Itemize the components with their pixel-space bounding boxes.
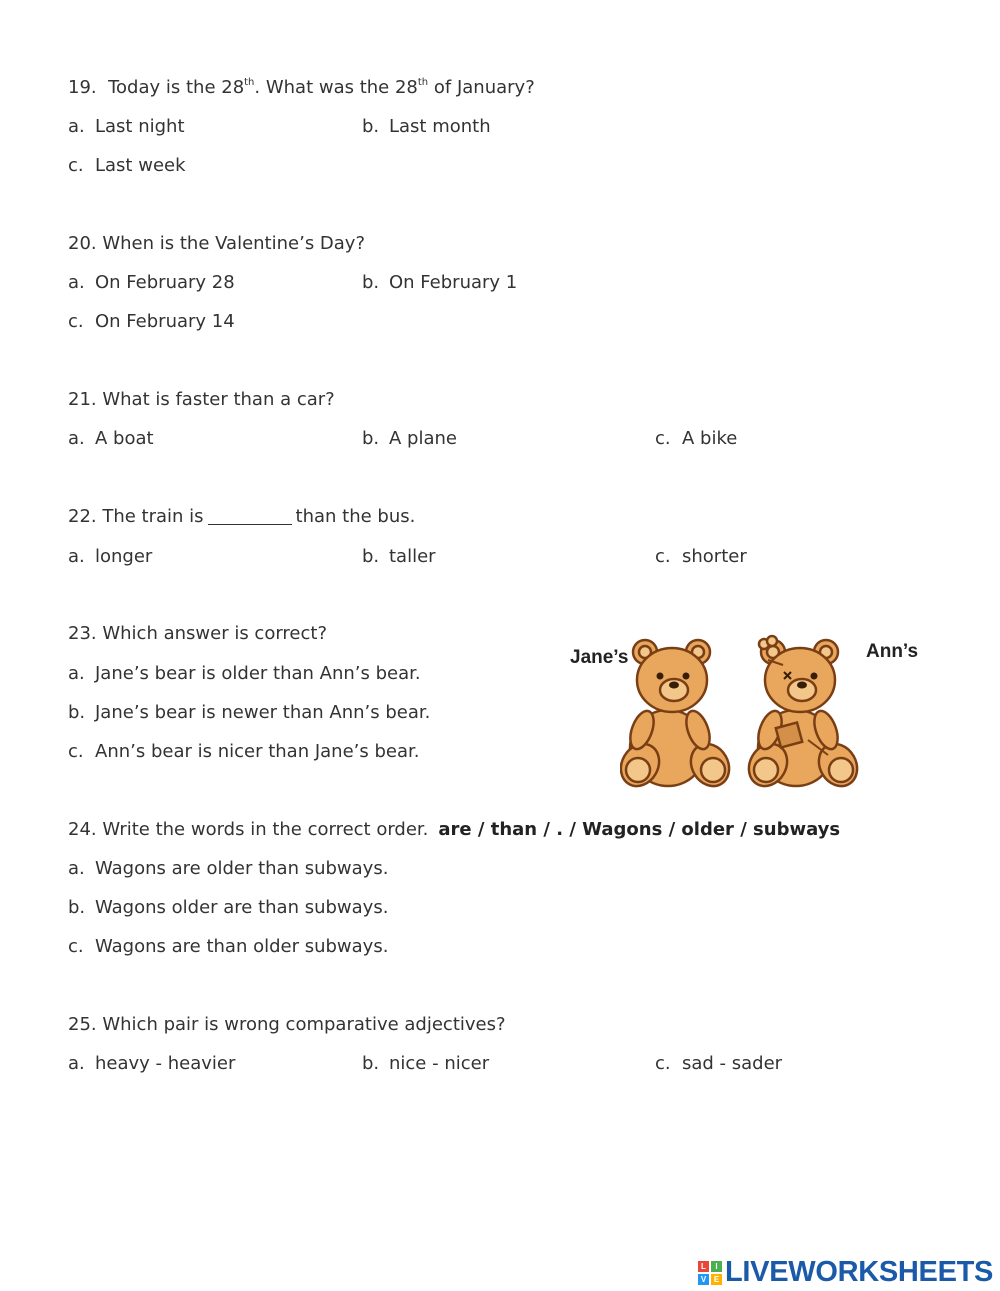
anns-label: Ann’s xyxy=(866,641,919,662)
q23-option-a[interactable]: a. Jane’s bear is older than Ann’s bear. xyxy=(68,663,421,684)
q24-option-a[interactable]: a. Wagons are older than subways. xyxy=(68,858,389,879)
word-order-prompt: are / than / . / Wagons / older / subways xyxy=(438,819,841,840)
q25-option-b[interactable]: b. nice - nicer xyxy=(362,1053,490,1074)
q21-option-b[interactable]: b. A plane xyxy=(362,428,457,449)
anns-bear-icon xyxy=(741,636,864,790)
q24-option-b[interactable]: b. Wagons older are than subways. xyxy=(68,897,389,918)
q20-text: 20. When is the Valentine’s Day? xyxy=(68,233,366,254)
q24-text: 24. Write the words in the correct order. are / than / . / Wagons / older / subways xyxy=(68,819,841,840)
q25-option-a[interactable]: a. heavy - heavier xyxy=(68,1053,236,1074)
q24-option-c[interactable]: c. Wagons are than older subways. xyxy=(68,936,389,957)
answer-blank[interactable] xyxy=(208,506,292,525)
q22-option-a[interactable]: a. longer xyxy=(68,546,153,567)
q22-option-c[interactable]: c. shorter xyxy=(655,546,747,567)
q20-option-b[interactable]: b. On February 1 xyxy=(362,272,518,293)
q20-option-a[interactable]: a. On February 28 xyxy=(68,272,235,293)
teddy-bears-illustration xyxy=(620,630,870,790)
q23-option-c[interactable]: c. Ann’s bear is nicer than Jane’s bear. xyxy=(68,741,420,762)
janes-bear-icon xyxy=(620,640,737,790)
logo-text: LIVEWORKSHEETS xyxy=(725,1256,994,1288)
q23-option-b[interactable]: b. Jane’s bear is newer than Ann’s bear. xyxy=(68,702,431,723)
logo-blocks-icon: L I V E xyxy=(698,1261,722,1285)
q20-option-c[interactable]: c. On February 14 xyxy=(68,311,235,332)
liveworksheets-logo[interactable] xyxy=(698,1256,993,1289)
q19-option-b[interactable]: b. Last month xyxy=(362,116,491,137)
q22-option-b[interactable]: b. taller xyxy=(362,546,436,567)
q22-text: 22. The train is than the bus. xyxy=(68,506,416,527)
q19-text: 19. Today is the 28th. What was the 28th of January? xyxy=(68,77,535,98)
q21-text: 21. What is faster than a car? xyxy=(68,389,335,410)
q25-text: 25. Which pair is wrong comparative adjectives? xyxy=(68,1014,506,1035)
janes-label: Jane’s xyxy=(570,647,629,668)
question-19 xyxy=(68,76,535,100)
q23-text: 23. Which answer is correct? xyxy=(68,623,327,644)
q19-option-a[interactable]: a. Last night xyxy=(68,116,185,137)
q25-option-c[interactable]: c. sad - sader xyxy=(655,1053,783,1074)
q19-option-c[interactable]: c. Last week xyxy=(68,155,186,176)
q21-option-c[interactable]: c. A bike xyxy=(655,428,738,449)
q21-option-a[interactable]: a. A boat xyxy=(68,428,154,449)
